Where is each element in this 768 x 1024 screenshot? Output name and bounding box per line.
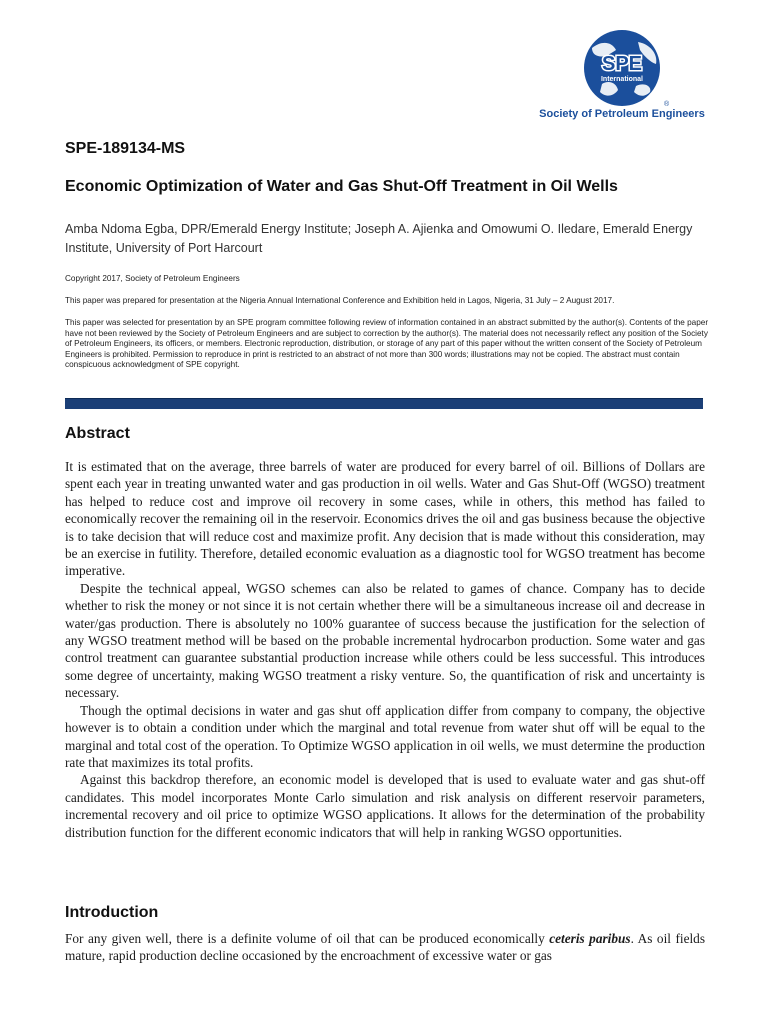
introduction-paragraph <box>65 930 705 965</box>
introduction-body <box>65 930 705 965</box>
paper-id: SPE-189134-MS <box>65 140 186 157</box>
paper-title: Economic Optimization of Water and Gas Shut-Off Treatment in Oil Wells <box>65 178 618 195</box>
abstract-paragraph: Though the optimal decisions in water and gas shut off application differ from company to company, the objective however is to obtain a condition under which the marginal and total revenue from water shut off will be equal to the marginal and total cost of the operation. To Optimize WGSO application in oil wells, we must determine the production rate that maximizes its total profits. <box>65 702 705 770</box>
selection-note: This paper was selected for presentation by an SPE program committee following review of information contained in an abstract submitted by the author(s). Contents of the paper have not been reviewed by the Society of Petroleum Engineers and are subject to correction by the author(s). The material does not necessarily reflect any position of the Society of Petroleum Engineers, its officers, or members. Electronic reproduction, distribution, or storage of any part of this paper without the written consent of the Society of Petroleum Engineers is prohibited. Permission to reproduce in print is restricted to an abstract of not more than 300 words; illustrations may not be copied. The abstract must contain conspicuous acknowledgment of SPE copyright. <box>65 318 709 369</box>
abstract-paragraph: Against this backdrop therefore, an economic model is developed that is used to evaluate water and gas shut-off candidates. This model incorporates Monte Carlo simulation and risk analysis on different reservoir parameters, incremental recovery and oil price to optimize WGSO applications. It allows for the determination of the probability distribution function for the different economic indicators that will help in ranking WGSO opportunities. <box>65 772 705 840</box>
intro-text-start: For any given well, there is a definite volume of oil that can be produced economically <box>65 931 550 946</box>
abstract-paragraph: It is estimated that on the average, three barrels of water are produced for every barrel of oil. Billions of Dollars are spent each year in treating unwanted water and gas production in oil wells. Water and Gas Shut-Off (WGSO) treatment has helped to reduce cost and improve oil recovery in some cases, while in others, this method has failed to economically recover the remaining oil in the reservoir. Economics drives the oil and gas business because the objective is to take decision that will reduce cost and maximize profit. Any decision that is made without this consideration, may be an exercise in futility. Therefore, detailed economic evaluation as a diagnostic tool for WGSO treatment has become imperative. <box>65 459 705 579</box>
abstract-body <box>65 458 705 841</box>
intro-emphasis: ceteris paribus <box>549 931 631 946</box>
header-divider <box>65 398 703 409</box>
abstract-paragraph: Despite the technical appeal, WGSO schemes can also be related to games of chance. Company has to decide whether to risk the money or not since it is not certain whether there will be a simultaneous increase oil and decrease in water/gas production. There is absolutely no 100% guarantee of success because the justification for the selection of any WGSO treatment method will be based on the probable incremental hydrocarbon production. Some water and gas control treatment can guarantee substantial production increase while others could be less successful. This introduces some degree of uncertainty, making WGSO treatment a risky venture. So, the quantification of risk and uncertainty is necessary. <box>65 580 705 701</box>
logo-mark-subtext: International <box>600 76 644 83</box>
introduction-heading: Introduction <box>65 904 159 921</box>
presentation-note: This paper was prepared for presentation at the Nigeria Annual International Conference and Exhibition held in Lagos, Nigeria, 31 July – 2 August 2017. <box>65 296 615 305</box>
registered-mark: ® <box>664 101 670 108</box>
logo-name: Society of Petroleum Engineers <box>539 108 705 120</box>
author-list: Amba Ndoma Egba, DPR/Emerald Energy Institute; Joseph A. Ajienka and Omowumi O. Iledare, Emerald Energy Institute, University of Port Harcourt <box>65 222 693 255</box>
copyright-notice: Copyright 2017, Society of Petroleum Engineers <box>65 274 240 283</box>
logo-mark-text: SPE <box>601 53 643 75</box>
intro-text-end: . As oil fields mature, rapid production decline occasioned by the encroachment of excessive water or gas <box>65 931 705 964</box>
globe-icon <box>558 28 686 108</box>
spe-logo <box>538 28 706 128</box>
abstract-heading: Abstract <box>65 425 130 442</box>
